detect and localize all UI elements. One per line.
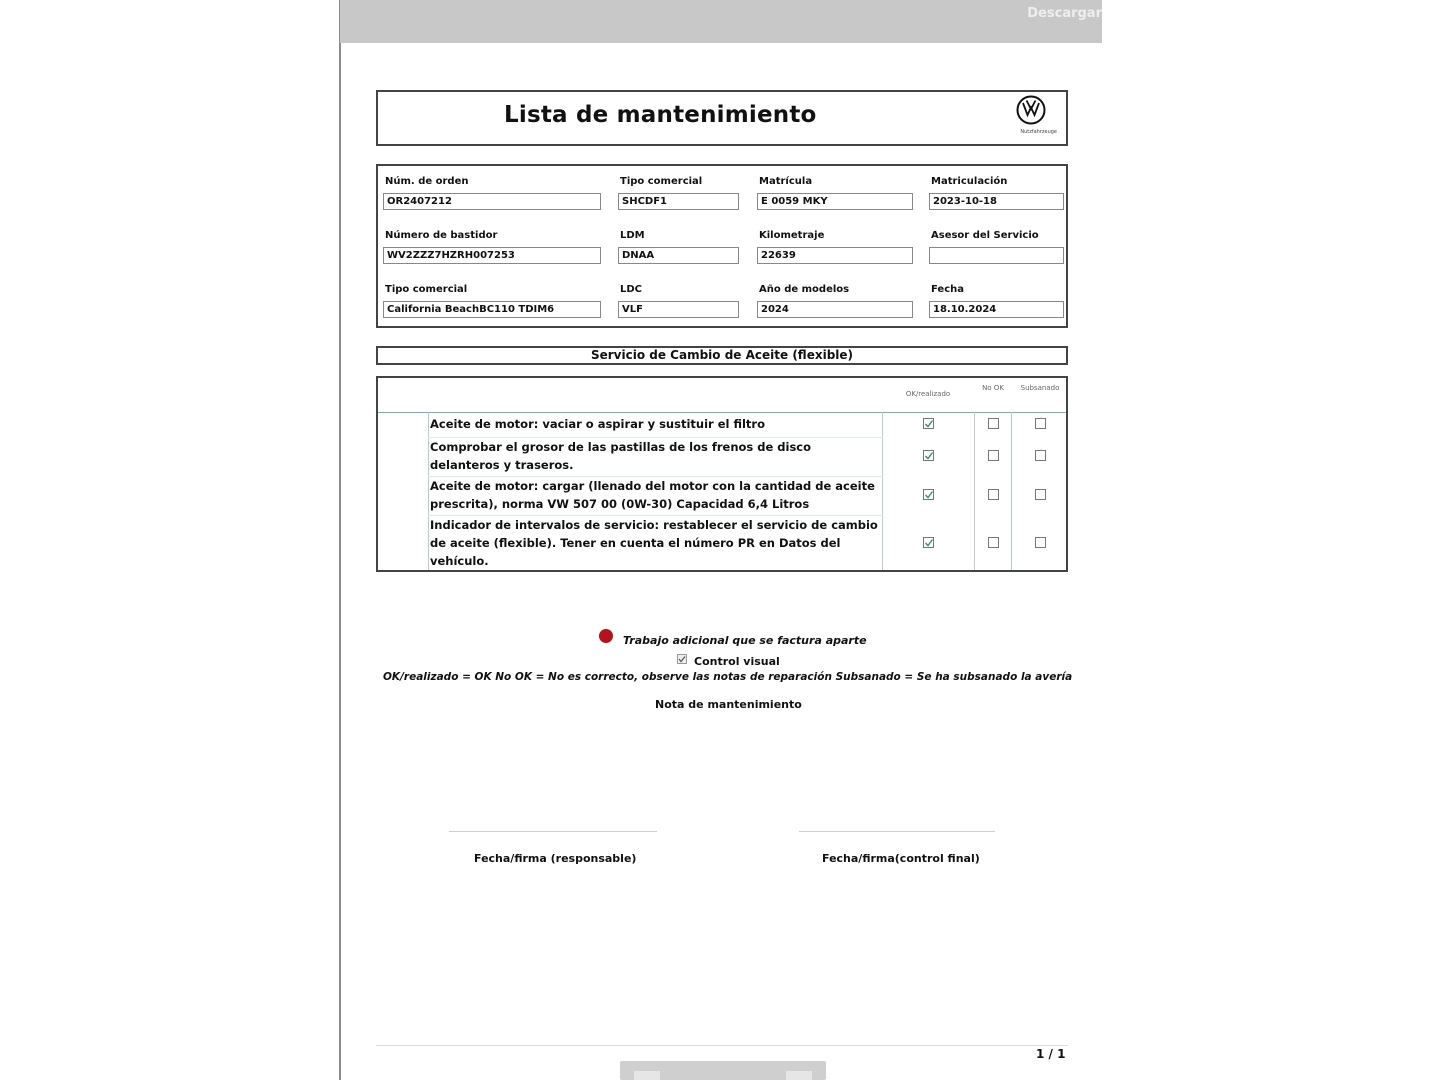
brand-tagline: Nutzfahrzeuge xyxy=(1020,129,1057,135)
ldm-label: LDM xyxy=(620,230,645,241)
ok-checkbox[interactable] xyxy=(923,450,934,461)
ldc-field: VLF xyxy=(618,301,739,318)
commercial-type-code-label: Tipo comercial xyxy=(620,176,703,187)
download-label: Descargar xyxy=(1027,5,1102,21)
col-header-no-ok: No OK xyxy=(982,384,1004,392)
table-header-divider xyxy=(378,412,1066,413)
maintenance-note-title: Nota de mantenimiento xyxy=(655,698,802,711)
service-advisor-field xyxy=(929,247,1064,264)
no-ok-checkbox[interactable] xyxy=(988,418,999,429)
ok-checkbox[interactable] xyxy=(923,489,934,500)
vehicle-info-panel xyxy=(376,164,1068,328)
commercial-type-label: Tipo comercial xyxy=(385,284,468,295)
column-divider xyxy=(428,412,429,570)
page-indicator: 1 / 1 xyxy=(1036,1047,1066,1061)
page-navigation-bar[interactable] xyxy=(620,1061,826,1080)
footer-divider xyxy=(376,1045,1068,1046)
date-field: 18.10.2024 xyxy=(929,301,1064,318)
checkmark-icon xyxy=(924,538,934,548)
mileage-field: 22639 xyxy=(757,247,913,264)
task-text: Aceite de motor: cargar (llenado del motor con la cantidad de aceite prescrita), norma VW 507 00 (0W-30) Capacidad 6,4 Litros xyxy=(430,479,875,511)
no-ok-checkbox[interactable] xyxy=(988,489,999,500)
mileage-label: Kilometraje xyxy=(759,230,825,241)
ldc-label: LDC xyxy=(620,284,643,295)
plate-field: E 0059 MKY xyxy=(757,193,913,210)
task-text: Indicador de intervalos de servicio: restablecer el servicio de cambio de aceite (flexible). Tener en cuenta el número PR en Datos del vehículo. xyxy=(430,518,878,568)
column-divider xyxy=(1011,412,1012,570)
task-text: Aceite de motor: vaciar o aspirar y sustituir el filtro xyxy=(430,417,765,431)
vin-field: WV2ZZZ7HZRH007253 xyxy=(383,247,601,264)
prev-page-button[interactable] xyxy=(634,1071,660,1080)
visual-check-icon xyxy=(677,654,687,664)
download-icon xyxy=(1022,6,1023,20)
legend-additional-work: Trabajo adicional que se factura aparte xyxy=(623,634,867,647)
subsanado-checkbox[interactable] xyxy=(1035,537,1046,548)
service-advisor-label: Asesor del Servicio xyxy=(931,230,1039,241)
ok-checkbox[interactable] xyxy=(923,418,934,429)
next-page-button[interactable] xyxy=(786,1071,812,1080)
order-number-label: Núm. de orden xyxy=(385,176,469,187)
column-divider xyxy=(882,412,883,570)
subsanado-checkbox[interactable] xyxy=(1035,450,1046,461)
commercial-type-code-field: SHCDF1 xyxy=(618,193,739,210)
signature-responsible-label: Fecha/firma (responsable) xyxy=(474,852,637,865)
additional-work-dot-icon xyxy=(599,629,613,643)
legend-status-explanation: OK/realizado = OK No OK = No es correcto, observe las notas de reparación Subsanado = Se ha subsanado la avería xyxy=(383,671,1073,683)
document-header xyxy=(376,90,1068,146)
task-text: Comprobar el grosor de las pastillas de los frenos de disco delanteros y traseros. xyxy=(430,440,812,472)
no-ok-checkbox[interactable] xyxy=(988,537,999,548)
no-ok-checkbox[interactable] xyxy=(988,450,999,461)
signature-final-label: Fecha/firma(control final) xyxy=(822,852,980,865)
column-divider xyxy=(974,412,975,570)
legend-visual-check: Control visual xyxy=(694,655,780,668)
checkmark-icon xyxy=(924,451,934,461)
commercial-type-field: California BeachBC110 TDIM6 xyxy=(383,301,601,318)
date-label: Fecha xyxy=(931,284,965,295)
order-number-field: OR2407212 xyxy=(383,193,601,210)
subsanado-checkbox[interactable] xyxy=(1035,418,1046,429)
viewer-left-border xyxy=(339,0,341,1080)
checkmark-icon xyxy=(924,490,934,500)
col-header-subsanado: Subsanado xyxy=(1020,384,1060,392)
task-table xyxy=(376,376,1068,572)
col-header-ok: OK/realizado xyxy=(905,390,951,398)
registration-date-label: Matriculación xyxy=(931,176,1008,187)
vw-logo-icon xyxy=(1016,95,1046,125)
ok-checkbox[interactable] xyxy=(923,537,934,548)
model-year-label: Año de modelos xyxy=(759,284,850,295)
download-button[interactable] xyxy=(1022,3,1102,23)
page-title: Lista de mantenimiento xyxy=(504,102,817,128)
signature-line-final xyxy=(799,831,995,832)
vin-label: Número de bastidor xyxy=(385,230,498,241)
plate-label: Matrícula xyxy=(759,176,813,187)
registration-date-field: 2023-10-18 xyxy=(929,193,1064,210)
model-year-field: 2024 xyxy=(757,301,913,318)
checkmark-icon xyxy=(924,419,934,429)
viewer-toolbar xyxy=(340,0,1102,43)
ldm-field: DNAA xyxy=(618,247,739,264)
subsanado-checkbox[interactable] xyxy=(1035,489,1046,500)
section-title: Servicio de Cambio de Aceite (flexible) xyxy=(376,346,1068,365)
signature-line-responsible xyxy=(449,831,657,832)
